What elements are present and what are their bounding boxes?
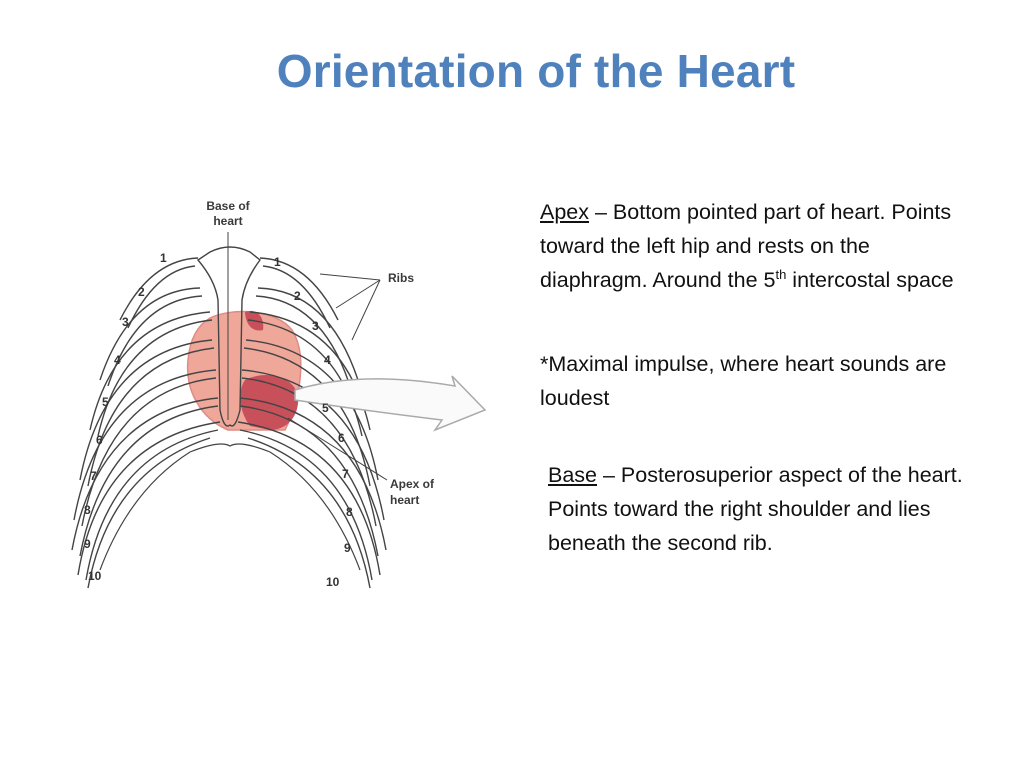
impulse-note <box>540 347 960 415</box>
rib-number-right: 7 <box>342 467 349 481</box>
apex-description <box>540 195 960 297</box>
rib-number-right: 8 <box>346 505 353 519</box>
base-description <box>548 458 968 560</box>
apex-superscript: th <box>775 267 787 282</box>
rib-number-right: 5 <box>322 401 329 415</box>
apex-text-part1: – Bottom pointed part of heart. Points toward the left hip and rests on the diaphragm. Around the 5 <box>540 200 952 292</box>
label-apex-line2: heart <box>390 493 420 507</box>
rib-number-left: 5 <box>102 395 109 409</box>
apex-pointer-line <box>288 418 387 480</box>
label-base-line2: heart <box>213 214 243 228</box>
rib-number-left: 9 <box>84 537 91 551</box>
apex-text-part2: intercostal space <box>786 268 954 292</box>
apex-term: Apex <box>540 200 590 224</box>
rib-cage-heart-diagram <box>60 190 500 600</box>
rib-cage <box>72 247 386 588</box>
rib-number-right: 3 <box>312 319 319 333</box>
label-apex-line1: Apex of <box>390 477 435 491</box>
rib-cage-illustration <box>60 190 500 600</box>
rib-number-right: 10 <box>326 575 340 589</box>
rib-number-left: 3 <box>122 315 129 329</box>
base-term: Base <box>548 463 598 487</box>
rib-number-right: 1 <box>274 255 281 269</box>
rib-number-left: 10 <box>88 569 102 583</box>
rib-number-left: 1 <box>160 251 167 265</box>
rib-number-left: 7 <box>90 469 97 483</box>
rib-number-left: 2 <box>138 285 145 299</box>
rib-number-right: 2 <box>294 289 301 303</box>
ribs-pointer-lines <box>320 274 380 340</box>
base-text: – Posterosuperior aspect of the heart. Points toward the right shoulder and lies beneath the second rib. <box>548 463 963 555</box>
rib-number-right: 4 <box>324 353 331 367</box>
rib-number-left: 6 <box>96 433 103 447</box>
label-base-line1: Base of <box>206 199 250 213</box>
impulse-text: *Maximal impulse, where heart sounds are loudest <box>540 352 947 410</box>
label-ribs: Ribs <box>388 271 415 285</box>
rib-number-right: 9 <box>344 541 351 555</box>
slide-title: Orientation of the Heart <box>276 45 796 97</box>
rib-number-left: 4 <box>114 353 121 367</box>
rib-number-left: 8 <box>84 503 91 517</box>
rib-number-right: 6 <box>338 431 345 445</box>
